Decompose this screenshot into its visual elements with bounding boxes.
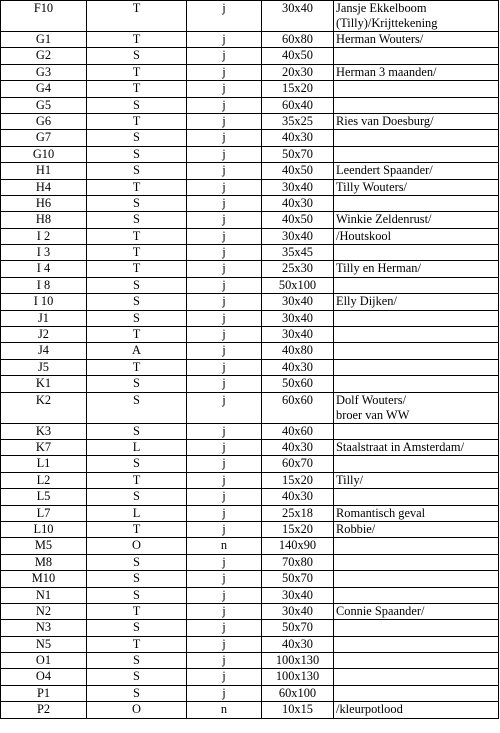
artwork-code-cell: G6 — [1, 113, 87, 129]
yes-no-cell: j — [187, 571, 262, 587]
note-cell — [334, 163, 499, 179]
technique-cell: S — [87, 669, 187, 685]
technique-cell: T — [87, 261, 187, 277]
table-row — [1, 456, 499, 472]
yes-no-cell: j — [187, 359, 262, 375]
technique-cell: S — [87, 130, 187, 146]
note-line: Connie Spaander/ — [336, 603, 425, 618]
note-line: (Tilly)/Krijttekening — [336, 16, 438, 30]
table-row — [1, 653, 499, 669]
note-line: /Houtskool — [336, 228, 392, 243]
technique-cell: S — [87, 48, 187, 64]
table-row — [1, 113, 499, 129]
table-row — [1, 702, 499, 718]
table-row — [1, 48, 499, 64]
note-cell — [334, 113, 499, 129]
yes-no-cell: j — [187, 423, 262, 439]
table-row — [1, 228, 499, 244]
technique-cell: S — [87, 554, 187, 570]
table-row — [1, 146, 499, 162]
dimensions-cell: 100x130 — [262, 653, 334, 669]
dimensions-cell: 30x40 — [262, 179, 334, 195]
note-cell — [334, 376, 499, 392]
table-row — [1, 130, 499, 146]
table-row — [1, 64, 499, 80]
yes-no-cell: j — [187, 48, 262, 64]
dimensions-cell: 100x130 — [262, 669, 334, 685]
artwork-code-cell: I 10 — [1, 294, 87, 310]
table-row — [1, 620, 499, 636]
artwork-code-cell: K2 — [1, 392, 87, 423]
artwork-code-cell: N5 — [1, 636, 87, 652]
table-row — [1, 505, 499, 521]
technique-cell: T — [87, 1, 187, 32]
dimensions-cell: 40x50 — [262, 163, 334, 179]
note-line: Herman 3 maanden/ — [336, 64, 437, 79]
dimensions-cell: 140x90 — [262, 538, 334, 554]
artwork-code-cell: N1 — [1, 587, 87, 603]
dimensions-cell: 15x20 — [262, 521, 334, 537]
note-cell — [334, 97, 499, 113]
dimensions-cell: 35x45 — [262, 245, 334, 261]
table-row — [1, 554, 499, 570]
yes-no-cell: j — [187, 620, 262, 636]
table-row — [1, 538, 499, 554]
technique-cell: L — [87, 439, 187, 455]
yes-no-cell: j — [187, 439, 262, 455]
note-cell — [334, 327, 499, 343]
note-cell — [334, 669, 499, 685]
yes-no-cell: j — [187, 294, 262, 310]
technique-cell: T — [87, 327, 187, 343]
note-cell — [334, 538, 499, 554]
table-row — [1, 310, 499, 326]
dimensions-cell: 30x40 — [262, 228, 334, 244]
yes-no-cell: j — [187, 130, 262, 146]
note-cell — [334, 423, 499, 439]
note-line: Winkie Zeldenrust/ — [336, 212, 432, 227]
note-line: Romantisch geval — [336, 505, 426, 520]
artwork-code-cell: H6 — [1, 195, 87, 211]
artwork-code-cell: L2 — [1, 472, 87, 488]
technique-cell: S — [87, 277, 187, 293]
artwork-code-cell: M8 — [1, 554, 87, 570]
yes-no-cell: n — [187, 702, 262, 718]
table-row — [1, 1, 499, 32]
yes-no-cell: j — [187, 146, 262, 162]
dimensions-cell: 50x70 — [262, 571, 334, 587]
yes-no-cell: j — [187, 587, 262, 603]
note-cell — [334, 521, 499, 537]
technique-cell: S — [87, 620, 187, 636]
technique-cell: T — [87, 81, 187, 97]
dimensions-cell: 40x60 — [262, 423, 334, 439]
yes-no-cell: j — [187, 343, 262, 359]
note-cell — [334, 1, 499, 32]
yes-no-cell: j — [187, 554, 262, 570]
note-line: /kleurpotlood — [336, 702, 403, 717]
table-row — [1, 327, 499, 343]
note-line: Robbie/ — [336, 521, 376, 536]
technique-cell: S — [87, 587, 187, 603]
artwork-code-cell: J4 — [1, 343, 87, 359]
technique-cell: S — [87, 376, 187, 392]
note-line: Jansje Ekkelboom — [336, 1, 427, 15]
table-row — [1, 179, 499, 195]
note-cell — [334, 392, 499, 423]
yes-no-cell: j — [187, 376, 262, 392]
note-line: Leendert Spaander/ — [336, 163, 433, 178]
note-cell — [334, 702, 499, 718]
note-line: broer van WW — [336, 407, 410, 422]
note-cell — [334, 277, 499, 293]
dimensions-cell: 30x40 — [262, 1, 334, 32]
technique-cell: S — [87, 294, 187, 310]
yes-no-cell: j — [187, 636, 262, 652]
technique-cell: S — [87, 489, 187, 505]
technique-cell: T — [87, 113, 187, 129]
dimensions-cell: 40x30 — [262, 359, 334, 375]
technique-cell: S — [87, 423, 187, 439]
technique-cell: T — [87, 636, 187, 652]
table-row — [1, 97, 499, 113]
note-cell — [334, 554, 499, 570]
artwork-code-cell: M5 — [1, 538, 87, 554]
table-row — [1, 489, 499, 505]
dimensions-cell: 40x30 — [262, 636, 334, 652]
note-cell — [334, 261, 499, 277]
technique-cell: T — [87, 179, 187, 195]
dimensions-cell: 15x20 — [262, 472, 334, 488]
artwork-code-cell: P1 — [1, 685, 87, 701]
dimensions-cell: 60x70 — [262, 456, 334, 472]
note-line: Tilly Wouters/ — [336, 179, 407, 194]
note-cell — [334, 685, 499, 701]
table-row — [1, 571, 499, 587]
table-row — [1, 587, 499, 603]
artwork-code-cell: N3 — [1, 620, 87, 636]
dimensions-cell: 60x60 — [262, 392, 334, 423]
artwork-code-cell: J5 — [1, 359, 87, 375]
note-cell — [334, 489, 499, 505]
artwork-code-cell: K7 — [1, 439, 87, 455]
yes-no-cell: j — [187, 653, 262, 669]
technique-cell: S — [87, 571, 187, 587]
technique-cell: S — [87, 97, 187, 113]
table-row — [1, 294, 499, 310]
artwork-code-cell: L1 — [1, 456, 87, 472]
note-cell — [334, 343, 499, 359]
technique-cell: A — [87, 343, 187, 359]
table-row — [1, 521, 499, 537]
technique-cell: S — [87, 195, 187, 211]
table-row — [1, 636, 499, 652]
dimensions-cell: 40x50 — [262, 212, 334, 228]
technique-cell: T — [87, 359, 187, 375]
dimensions-cell: 50x70 — [262, 620, 334, 636]
artwork-code-cell: H1 — [1, 163, 87, 179]
note-cell — [334, 245, 499, 261]
technique-cell: L — [87, 505, 187, 521]
technique-cell: S — [87, 212, 187, 228]
artwork-code-cell: G7 — [1, 130, 87, 146]
yes-no-cell: j — [187, 1, 262, 32]
technique-cell: S — [87, 310, 187, 326]
dimensions-cell: 25x30 — [262, 261, 334, 277]
technique-cell: T — [87, 64, 187, 80]
dimensions-cell: 60x80 — [262, 32, 334, 48]
artwork-code-cell: N2 — [1, 603, 87, 619]
table-row — [1, 245, 499, 261]
table-row — [1, 163, 499, 179]
technique-cell: S — [87, 163, 187, 179]
note-cell — [334, 359, 499, 375]
yes-no-cell: j — [187, 245, 262, 261]
dimensions-cell: 40x30 — [262, 439, 334, 455]
yes-no-cell: j — [187, 327, 262, 343]
table-row — [1, 343, 499, 359]
yes-no-cell: j — [187, 310, 262, 326]
dimensions-cell: 60x40 — [262, 97, 334, 113]
dimensions-cell: 30x40 — [262, 327, 334, 343]
artwork-code-cell: L7 — [1, 505, 87, 521]
table-row — [1, 423, 499, 439]
table-row — [1, 603, 499, 619]
note-line: Elly Dijken/ — [336, 294, 397, 309]
yes-no-cell: j — [187, 669, 262, 685]
technique-cell: T — [87, 228, 187, 244]
table-row — [1, 32, 499, 48]
technique-cell: T — [87, 521, 187, 537]
table-row — [1, 359, 499, 375]
technique-cell: S — [87, 146, 187, 162]
note-cell — [334, 294, 499, 310]
artwork-code-cell: I 2 — [1, 228, 87, 244]
note-cell — [334, 587, 499, 603]
yes-no-cell: j — [187, 212, 262, 228]
note-cell — [334, 81, 499, 97]
yes-no-cell: j — [187, 685, 262, 701]
technique-cell: T — [87, 472, 187, 488]
yes-no-cell: j — [187, 113, 262, 129]
table-row — [1, 669, 499, 685]
artwork-code-cell: G10 — [1, 146, 87, 162]
artwork-code-cell: L5 — [1, 489, 87, 505]
table-row — [1, 685, 499, 701]
artwork-code-cell: G4 — [1, 81, 87, 97]
dimensions-cell: 40x30 — [262, 130, 334, 146]
dimensions-cell: 35x25 — [262, 113, 334, 129]
technique-cell: S — [87, 392, 187, 423]
technique-cell: O — [87, 702, 187, 718]
note-cell — [334, 146, 499, 162]
artwork-code-cell: H8 — [1, 212, 87, 228]
artwork-code-cell: O4 — [1, 669, 87, 685]
dimensions-cell: 40x30 — [262, 489, 334, 505]
note-line: Dolf Wouters/ — [336, 392, 407, 407]
artwork-code-cell: J2 — [1, 327, 87, 343]
table-row — [1, 277, 499, 293]
dimensions-cell: 60x100 — [262, 685, 334, 701]
yes-no-cell: j — [187, 228, 262, 244]
artwork-code-cell: G2 — [1, 48, 87, 64]
note-cell — [334, 636, 499, 652]
note-cell — [334, 32, 499, 48]
yes-no-cell: j — [187, 472, 262, 488]
note-cell — [334, 228, 499, 244]
technique-cell: T — [87, 603, 187, 619]
artwork-code-cell: P2 — [1, 702, 87, 718]
yes-no-cell: j — [187, 81, 262, 97]
note-line: Herman Wouters/ — [336, 32, 424, 46]
yes-no-cell: j — [187, 97, 262, 113]
yes-no-cell: n — [187, 538, 262, 554]
artwork-code-cell: G5 — [1, 97, 87, 113]
dimensions-cell: 15x20 — [262, 81, 334, 97]
dimensions-cell: 20x30 — [262, 64, 334, 80]
note-cell — [334, 505, 499, 521]
note-line: Ries van Doesburg/ — [336, 113, 434, 128]
note-cell — [334, 439, 499, 455]
dimensions-cell: 10x15 — [262, 702, 334, 718]
note-cell — [334, 472, 499, 488]
table-row — [1, 195, 499, 211]
yes-no-cell: j — [187, 163, 262, 179]
yes-no-cell: j — [187, 456, 262, 472]
note-cell — [334, 571, 499, 587]
yes-no-cell: j — [187, 32, 262, 48]
catalog-body — [1, 1, 499, 719]
note-cell — [334, 456, 499, 472]
table-row — [1, 392, 499, 423]
table-row — [1, 81, 499, 97]
note-cell — [334, 603, 499, 619]
dimensions-cell: 40x30 — [262, 195, 334, 211]
technique-cell: S — [87, 653, 187, 669]
dimensions-cell: 30x40 — [262, 587, 334, 603]
yes-no-cell: j — [187, 277, 262, 293]
technique-cell: T — [87, 245, 187, 261]
artwork-code-cell: J1 — [1, 310, 87, 326]
yes-no-cell: j — [187, 195, 262, 211]
dimensions-cell: 70x80 — [262, 554, 334, 570]
yes-no-cell: j — [187, 505, 262, 521]
artwork-code-cell: L10 — [1, 521, 87, 537]
technique-cell: T — [87, 32, 187, 48]
table-row — [1, 261, 499, 277]
artwork-code-cell: K1 — [1, 376, 87, 392]
note-line: Tilly/ — [336, 472, 364, 487]
dimensions-cell: 30x40 — [262, 310, 334, 326]
dimensions-cell: 30x40 — [262, 603, 334, 619]
artwork-code-cell: I 8 — [1, 277, 87, 293]
dimensions-cell: 25x18 — [262, 505, 334, 521]
table-row — [1, 376, 499, 392]
artwork-code-cell: F10 — [1, 1, 87, 32]
note-cell — [334, 620, 499, 636]
note-cell — [334, 130, 499, 146]
note-cell — [334, 310, 499, 326]
note-cell — [334, 195, 499, 211]
yes-no-cell: j — [187, 392, 262, 423]
dimensions-cell: 40x50 — [262, 48, 334, 64]
yes-no-cell: j — [187, 64, 262, 80]
artwork-code-cell: M10 — [1, 571, 87, 587]
artwork-code-cell: H4 — [1, 179, 87, 195]
technique-cell: S — [87, 685, 187, 701]
dimensions-cell: 30x40 — [262, 294, 334, 310]
yes-no-cell: j — [187, 489, 262, 505]
artwork-code-cell: I 4 — [1, 261, 87, 277]
yes-no-cell: j — [187, 521, 262, 537]
note-cell — [334, 48, 499, 64]
artwork-code-cell: I 3 — [1, 245, 87, 261]
yes-no-cell: j — [187, 261, 262, 277]
dimensions-cell: 50x70 — [262, 146, 334, 162]
note-line: Staalstraat in Amsterdam/ — [336, 439, 465, 454]
yes-no-cell: j — [187, 179, 262, 195]
technique-cell: O — [87, 538, 187, 554]
dimensions-cell: 50x60 — [262, 376, 334, 392]
note-cell — [334, 212, 499, 228]
yes-no-cell: j — [187, 603, 262, 619]
note-cell — [334, 64, 499, 80]
note-cell — [334, 653, 499, 669]
technique-cell: S — [87, 456, 187, 472]
artwork-code-cell: O1 — [1, 653, 87, 669]
artwork-code-cell: K3 — [1, 423, 87, 439]
note-line: Tilly en Herman/ — [336, 261, 421, 276]
table-row — [1, 472, 499, 488]
table-row — [1, 439, 499, 455]
dimensions-cell: 40x80 — [262, 343, 334, 359]
note-cell — [334, 179, 499, 195]
dimensions-cell: 50x100 — [262, 277, 334, 293]
table-row — [1, 212, 499, 228]
artwork-code-cell: G1 — [1, 32, 87, 48]
artwork-code-cell: G3 — [1, 64, 87, 80]
